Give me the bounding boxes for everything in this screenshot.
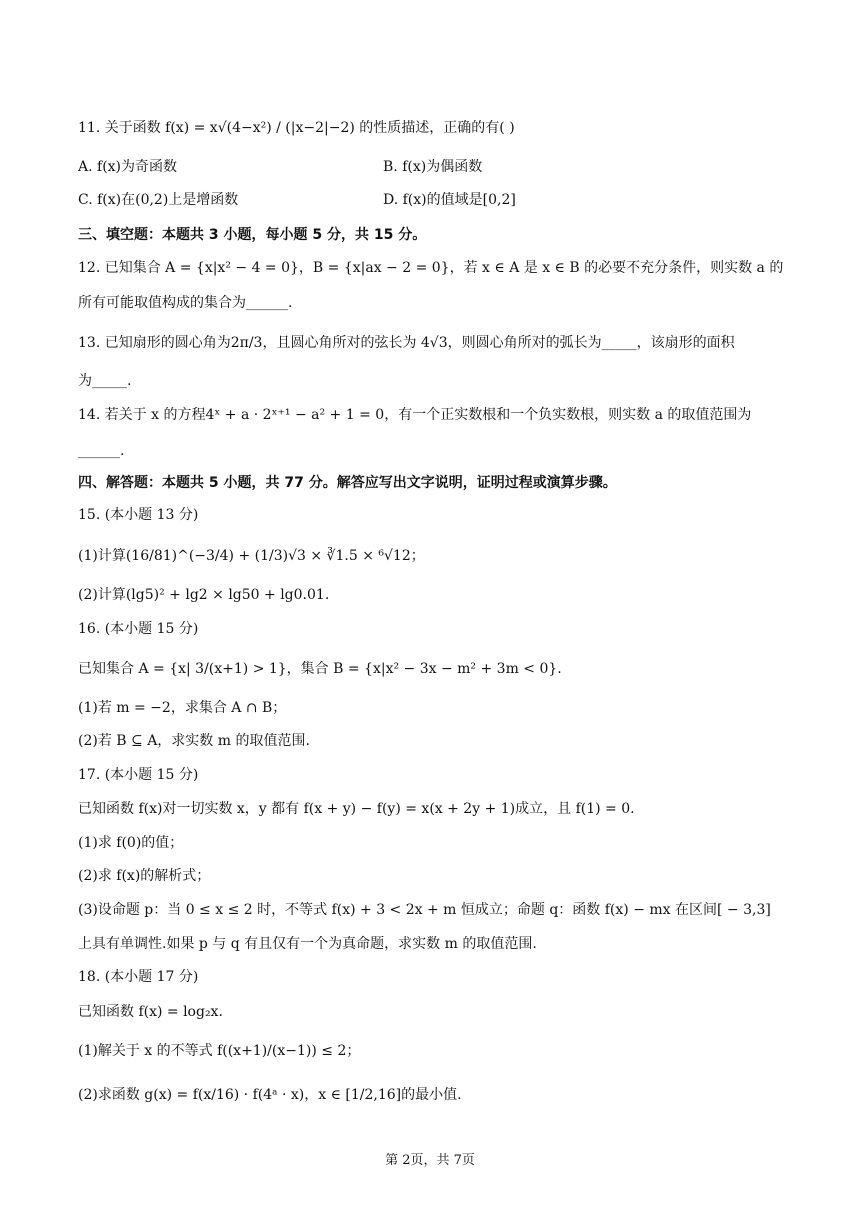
q11-option-b: B. f(x)为偶函数 (383, 159, 483, 175)
q17-heading: 17. (本小题 15 分) (78, 767, 199, 783)
q15-heading: 15. (本小题 13 分) (78, 507, 199, 523)
q15-part-2: (2)计算(lg5)² + lg2 × lg50 + lg0.01. (78, 587, 330, 603)
q17-given: 已知函数 f(x)对一切实数 x，y 都有 f(x + y) − f(y) = x(x + 2y + 1)成立，且 f(1) = 0. (78, 801, 635, 817)
q18-part-1: (1)解关于 x 的不等式 f((x+1)/(x−1)) ≤ 2； (78, 1043, 361, 1059)
page-footer: 第 2页，共 7页 (385, 1153, 475, 1168)
q12-line-1: 12. 已知集合 A = {x|x² − 4 = 0}，B = {x|ax − 2 = 0}，若 x ∈ A 是 x ∈ B 的必要不充分条件，则实数 a 的 (78, 260, 784, 276)
q17-part-1: (1)求 f(0)的值； (78, 835, 184, 851)
q13-line-1: 13. 已知扇形的圆心角为2π/3，且圆心角所对的弦长为 4√3，则圆心角所对的弧长为_____，该扇形的面积 (78, 335, 735, 351)
q16-given: 已知集合 A = {x| 3/(x+1) > 1}，集合 B = {x|x² − 3x − m² + 3m < 0}. (78, 661, 562, 677)
q11-option-d: D. f(x)的值域是[0,2] (383, 192, 516, 208)
q16-part-1: (1)若 m = −2，求集合 A ∩ B； (78, 700, 287, 716)
q17-part-2: (2)求 f(x)的解析式； (78, 868, 211, 884)
q15-part-1: (1)计算(16/81)^(−3/4) + (1/3)√3 × ∛1.5 × ⁶√12； (78, 548, 425, 564)
q11-option-a: A. f(x)为奇函数 (78, 159, 178, 175)
q11-option-c: C. f(x)在(0,2)上是增函数 (78, 192, 239, 208)
q18-part-2: (2)求函数 g(x) = f(x/16) · f(4ᵃ · x)，x ∈ [1/2,16]的最小值. (78, 1087, 462, 1103)
q16-heading: 16. (本小题 15 分) (78, 621, 199, 637)
q12-line-2: 所有可能取值构成的集合为______. (78, 295, 293, 311)
section-4-heading: 四、解答题：本题共 5 小题，共 77 分。解答应写出文字说明，证明过程或演算步骤。 (78, 475, 617, 491)
section-3-heading: 三、填空题：本题共 3 小题，每小题 5 分，共 15 分。 (78, 227, 427, 243)
q14-line-1: 14. 若关于 x 的方程4ˣ + a · 2ˣ⁺¹ − a² + 1 = 0，有一个正实数根和一个负实数根，则实数 a 的取值范围为 (78, 407, 752, 423)
q18-heading: 18. (本小题 17 分) (78, 969, 199, 985)
q17-part-3-line-2: 上具有单调性.如果 p 与 q 有且仅有一个为真命题，求实数 m 的取值范围. (78, 936, 537, 952)
q11-stem: 11. 关于函数 f(x) = x√(4−x²) / (|x−2|−2) 的性质描述，正确的有( ) (78, 120, 515, 136)
q13-line-2: 为_____. (78, 373, 132, 389)
q16-part-2: (2)若 B ⊆ A，求实数 m 的取值范围. (78, 733, 310, 749)
q14-line-2: ______. (78, 443, 125, 459)
q18-given: 已知函数 f(x) = log₂x. (78, 1004, 223, 1020)
q17-part-3-line-1: (3)设命题 p：当 0 ≤ x ≤ 2 时，不等式 f(x) + 3 < 2x + m 恒成立；命题 q：函数 f(x) − mx 在区间[ − 3,3] (78, 902, 771, 918)
